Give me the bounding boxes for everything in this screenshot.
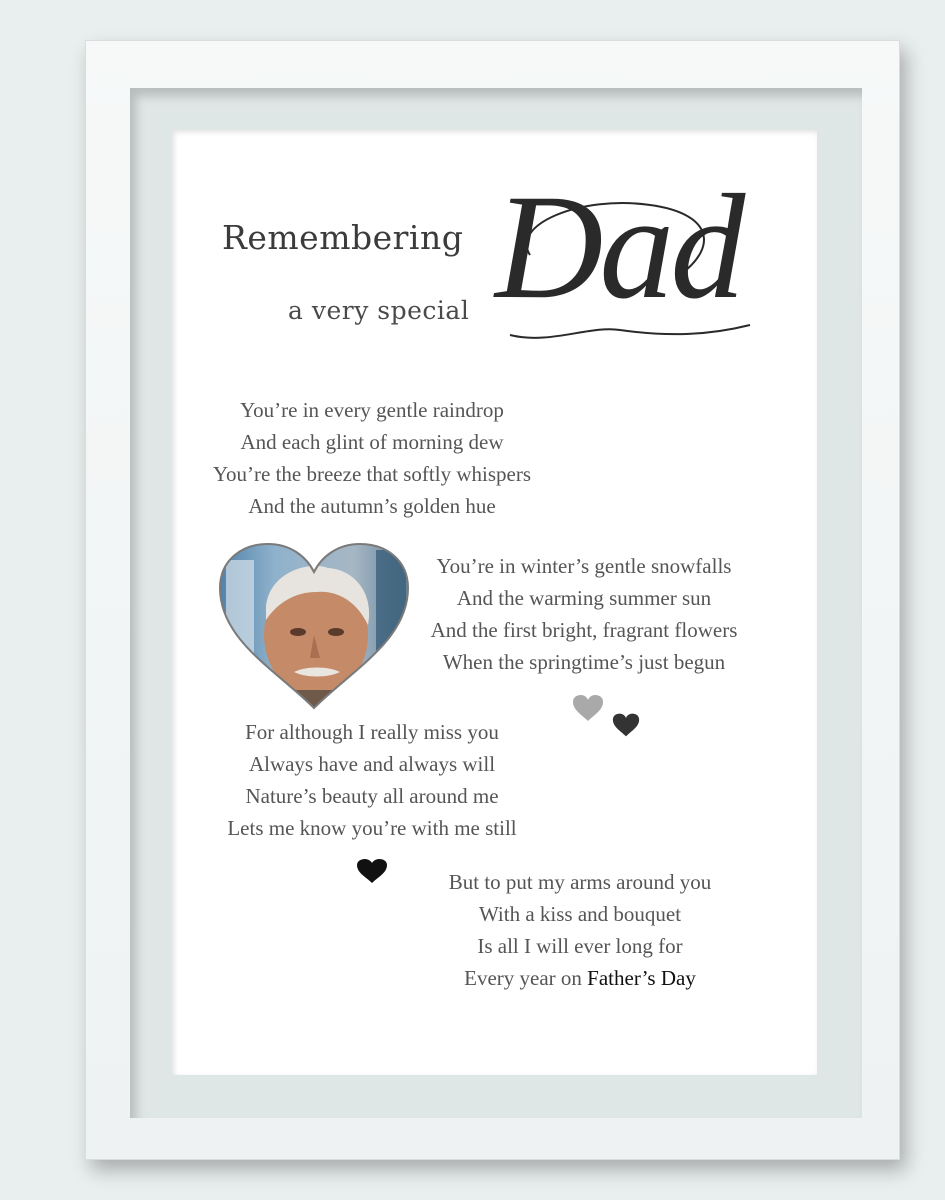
poem-line: You’re in every gentle raindrop	[240, 398, 504, 422]
poem-stanza-4	[420, 866, 740, 994]
heart-photo-frame	[216, 540, 412, 712]
fathers-day-highlight: Father’s Day	[587, 966, 696, 990]
heading-remembering: Remembering	[222, 218, 464, 257]
poem-line: You’re in winter’s gentle snowfalls	[436, 554, 732, 578]
poem-stanza-1	[212, 394, 532, 522]
poem-stanza-2	[424, 550, 744, 678]
poem-line: You’re the breeze that softly whispers	[212, 462, 532, 486]
heading-very-special: a very special	[288, 296, 470, 325]
poem-line: And the first bright, fragrant flowers	[430, 618, 738, 642]
poem-line: For although I really miss you	[245, 720, 499, 744]
poem-line: Is all I will ever long for	[477, 934, 683, 958]
poem-stanza-3	[212, 716, 532, 844]
poem-line: And the autumn’s golden hue	[248, 494, 496, 518]
heart-icon-dark	[612, 712, 640, 738]
poem-line: But to put my arms around you	[448, 870, 712, 894]
poem-line: Nature’s beauty all around me	[245, 784, 499, 808]
poem-line: With a kiss and bouquet	[478, 902, 682, 926]
heart-icon-light	[572, 694, 604, 722]
heading-dad: Dad	[495, 164, 742, 330]
poem-line-prefix: Every year on	[464, 966, 582, 990]
poem-line: And the warming summer sun	[456, 586, 712, 610]
poem-line: And each glint of morning dew	[240, 430, 504, 454]
poem-line-final	[420, 962, 740, 994]
poem-line: Lets me know you’re with me still	[227, 816, 517, 840]
poem-line: Always have and always will	[248, 752, 496, 776]
heart-icon-black	[355, 858, 389, 884]
poem-line: When the springtime’s just begun	[442, 650, 726, 674]
